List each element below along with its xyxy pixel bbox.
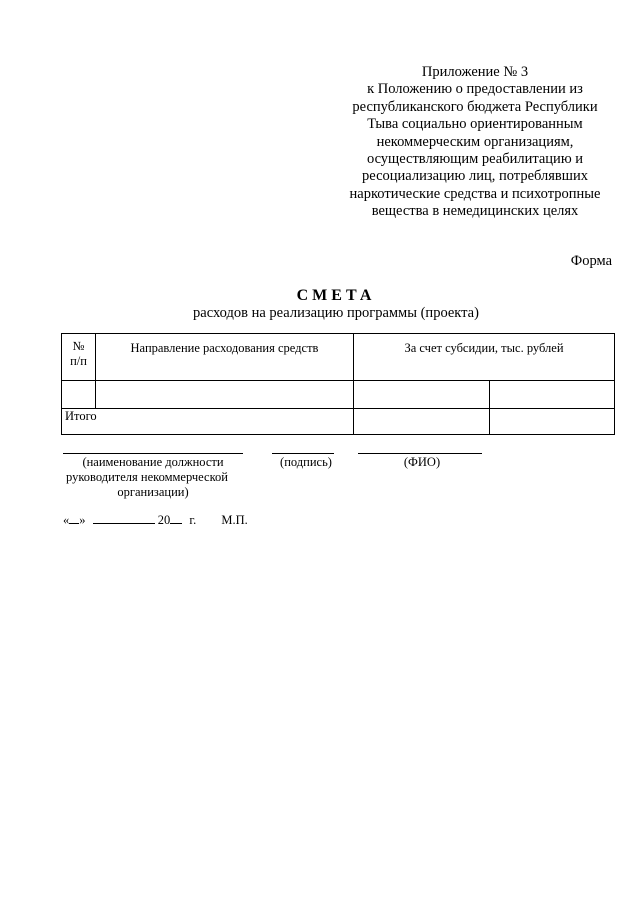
column-header-number-line2: п/п bbox=[70, 354, 87, 368]
table-header-row bbox=[62, 334, 615, 381]
signature-caption: (подпись) bbox=[280, 455, 332, 469]
appendix-line: Тыва социально ориентированным bbox=[367, 116, 583, 133]
year-prefix: 20 bbox=[157, 513, 171, 527]
column-header-subsidy: За счет субсидии, тыс. рублей bbox=[354, 334, 615, 381]
day-blank[interactable] bbox=[69, 512, 79, 524]
name-caption: (ФИО) bbox=[403, 455, 441, 469]
appendix-line: ресоциализацию лиц, потреблявших bbox=[362, 168, 588, 185]
estimate-table bbox=[61, 333, 615, 435]
table-row-total bbox=[62, 409, 615, 435]
document-title: СМЕТА bbox=[296, 287, 376, 304]
appendix-line: Приложение № 3 bbox=[421, 64, 529, 80]
table-cell[interactable] bbox=[96, 381, 354, 409]
year-blank[interactable] bbox=[170, 512, 182, 524]
stamp-label: М.П. bbox=[221, 513, 248, 527]
signature-line[interactable] bbox=[272, 453, 334, 454]
appendix-line: к Положению о предоставлении из bbox=[367, 81, 583, 98]
table-cell[interactable] bbox=[490, 381, 615, 409]
date-close-quote: » bbox=[79, 513, 86, 527]
appendix-line: осуществляющим реабилитацию и bbox=[366, 151, 584, 168]
position-caption-line: руководителя некоммерческой bbox=[66, 470, 228, 484]
appendix-header bbox=[330, 64, 620, 221]
position-signature-line[interactable] bbox=[63, 453, 243, 454]
month-blank[interactable] bbox=[93, 512, 155, 524]
date-open-quote: « bbox=[63, 513, 70, 527]
name-signature-line[interactable] bbox=[358, 453, 482, 454]
table-cell[interactable] bbox=[354, 381, 490, 409]
table-cell[interactable] bbox=[62, 381, 96, 409]
appendix-line: некоммерческим организациям, bbox=[376, 133, 574, 150]
total-label: Итого bbox=[62, 409, 354, 435]
position-caption-line: (наименование должности bbox=[82, 455, 224, 469]
column-header-number-line1: № bbox=[72, 339, 85, 353]
document-subtitle: расходов на реализацию программы (проекта) bbox=[193, 305, 479, 321]
column-header-number bbox=[62, 334, 96, 381]
table-cell[interactable] bbox=[490, 409, 615, 435]
table-row bbox=[62, 381, 615, 409]
table-cell[interactable] bbox=[354, 409, 490, 435]
appendix-line: вещества в немедицинских целях bbox=[371, 203, 579, 220]
appendix-line: республиканского бюджета Республики bbox=[352, 98, 598, 115]
column-header-direction: Направление расходования средств bbox=[96, 334, 354, 381]
position-caption-line: организации) bbox=[117, 485, 189, 499]
year-suffix: г. bbox=[189, 513, 197, 527]
form-label: Форма bbox=[570, 253, 612, 269]
position-caption bbox=[58, 455, 248, 500]
appendix-line: наркотические средства и психотропные bbox=[349, 185, 601, 202]
date-line bbox=[63, 512, 248, 528]
